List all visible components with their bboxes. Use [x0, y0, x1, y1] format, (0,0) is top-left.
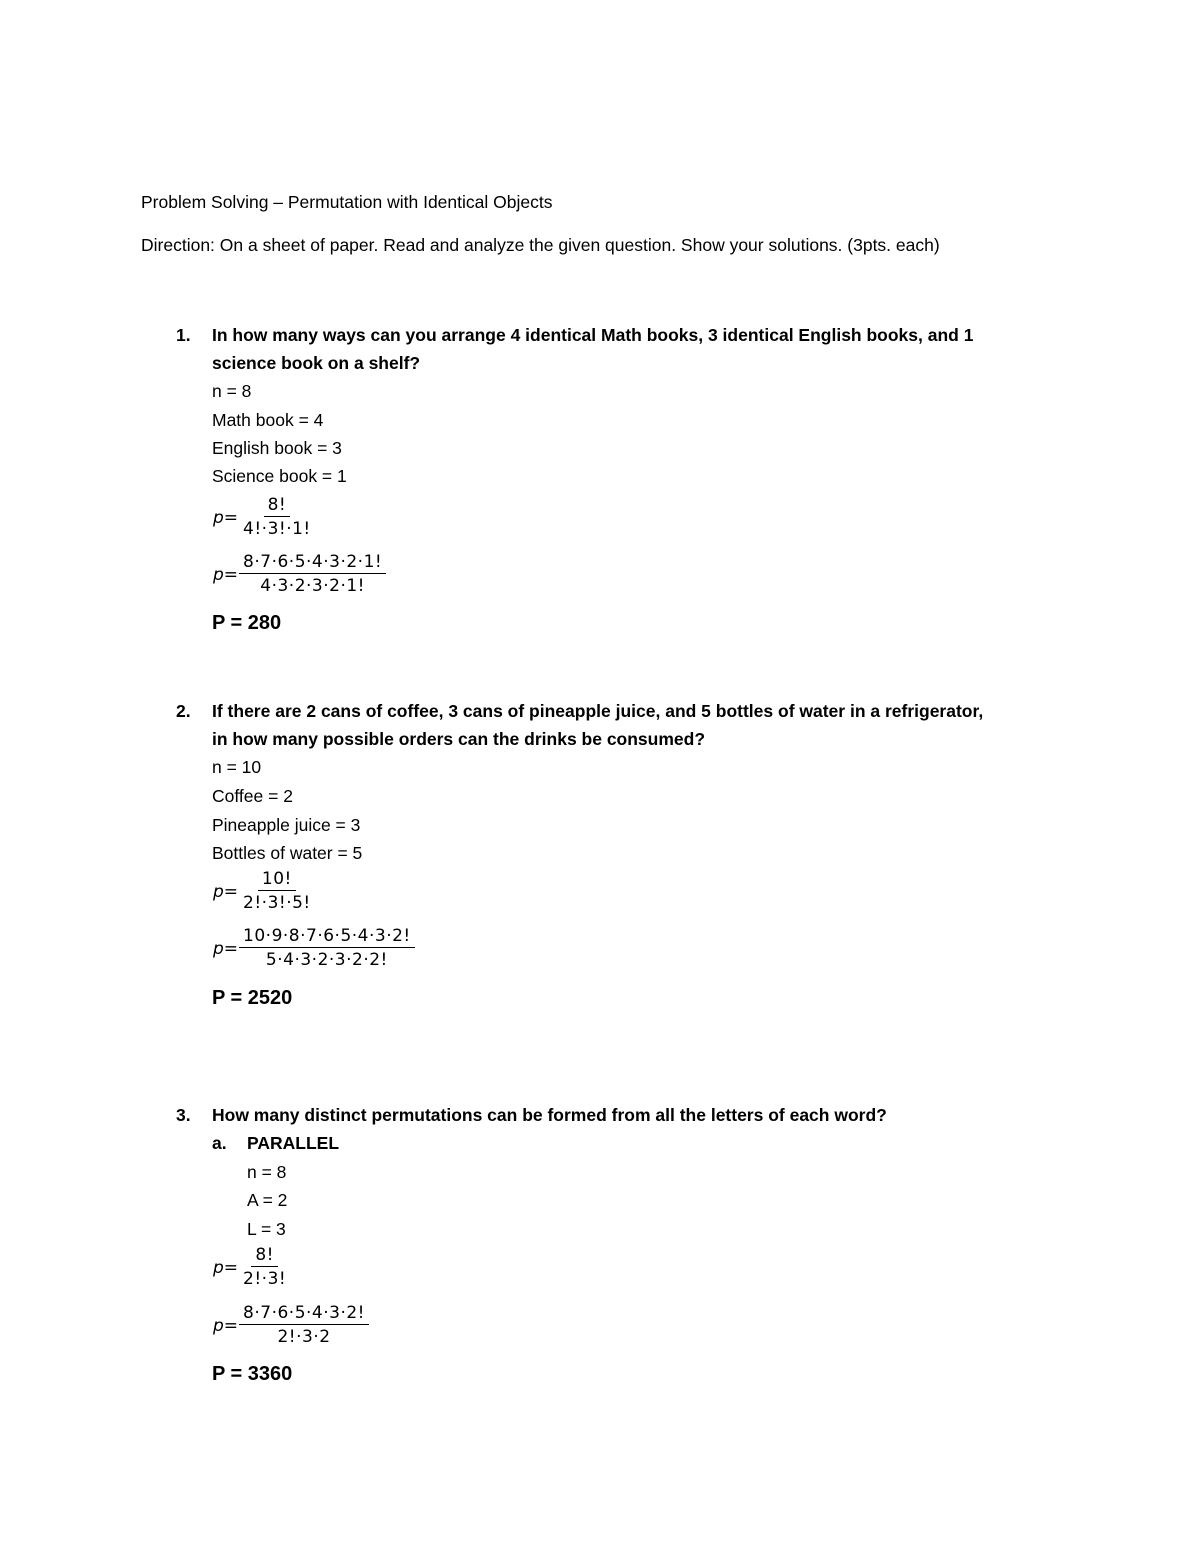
- given: Science book = 1: [212, 466, 347, 486]
- answer: P = 280: [212, 612, 282, 634]
- question-line: In how many ways can you arrange 4 identical Math books, 3 identical English books, and 1: [212, 325, 974, 345]
- given: Math book = 4: [212, 410, 324, 430]
- numerator: 10!: [258, 868, 296, 891]
- formula-lhs: p=: [213, 564, 239, 585]
- denominator: 2!·3!: [243, 1269, 287, 1289]
- formula: [213, 925, 415, 972]
- question-line: How many distinct permutations can be formed from all the letters of each word?: [212, 1105, 887, 1125]
- directions: Direction: On a sheet of paper. Read and analyze the given question. Show your solutions. (3pts. each): [141, 235, 940, 255]
- given: n = 8: [247, 1162, 287, 1182]
- problem-number: 3.: [176, 1105, 191, 1125]
- given: n = 8: [212, 381, 252, 401]
- formula-lhs: p=: [213, 507, 239, 528]
- given: L = 3: [247, 1219, 286, 1239]
- denominator: 4!·3!·1!: [243, 519, 311, 539]
- given: Pineapple juice = 3: [212, 815, 361, 835]
- formula-lhs: p=: [213, 881, 239, 902]
- numerator: 10·9·8·7·6·5·4·3·2!: [239, 925, 415, 948]
- numerator: 8!: [251, 1244, 278, 1267]
- question-line: If there are 2 cans of coffee, 3 cans of pineapple juice, and 5 bottles of water in a refrigerator,: [212, 701, 984, 721]
- formula-lhs: p=: [213, 1257, 239, 1278]
- given: n = 10: [212, 757, 262, 777]
- problem-number: 1.: [176, 325, 191, 345]
- answer: P = 3360: [212, 1363, 293, 1385]
- given: Bottles of water = 5: [212, 843, 363, 863]
- formula: [213, 1302, 369, 1349]
- question-line: science book on a shelf?: [212, 353, 421, 373]
- problem-number: 2.: [176, 701, 191, 721]
- sub-letter: a.: [212, 1133, 227, 1153]
- formula-lhs: p=: [213, 938, 239, 959]
- numerator: 8!: [264, 494, 291, 517]
- formula: [213, 1244, 290, 1291]
- denominator: 2!·3·2: [277, 1327, 331, 1347]
- denominator: 2!·3!·5!: [243, 893, 311, 913]
- formula: [213, 868, 315, 915]
- formula: [213, 494, 315, 541]
- numerator: 8·7·6·5·4·3·2·1!: [239, 551, 386, 574]
- sub-word: PARALLEL: [247, 1133, 340, 1153]
- denominator: 5·4·3·2·3·2·2!: [265, 950, 388, 970]
- given: English book = 3: [212, 438, 342, 458]
- question-line: in how many possible orders can the drinks be consumed?: [212, 729, 706, 749]
- given: A = 2: [247, 1190, 288, 1210]
- formula-lhs: p=: [213, 1315, 239, 1336]
- answer: P = 2520: [212, 987, 293, 1009]
- formula: [213, 551, 386, 598]
- given: Coffee = 2: [212, 786, 293, 806]
- document-title: Problem Solving – Permutation with Identical Objects: [141, 192, 553, 212]
- numerator: 8·7·6·5·4·3·2!: [239, 1302, 369, 1325]
- denominator: 4·3·2·3·2·1!: [260, 576, 365, 596]
